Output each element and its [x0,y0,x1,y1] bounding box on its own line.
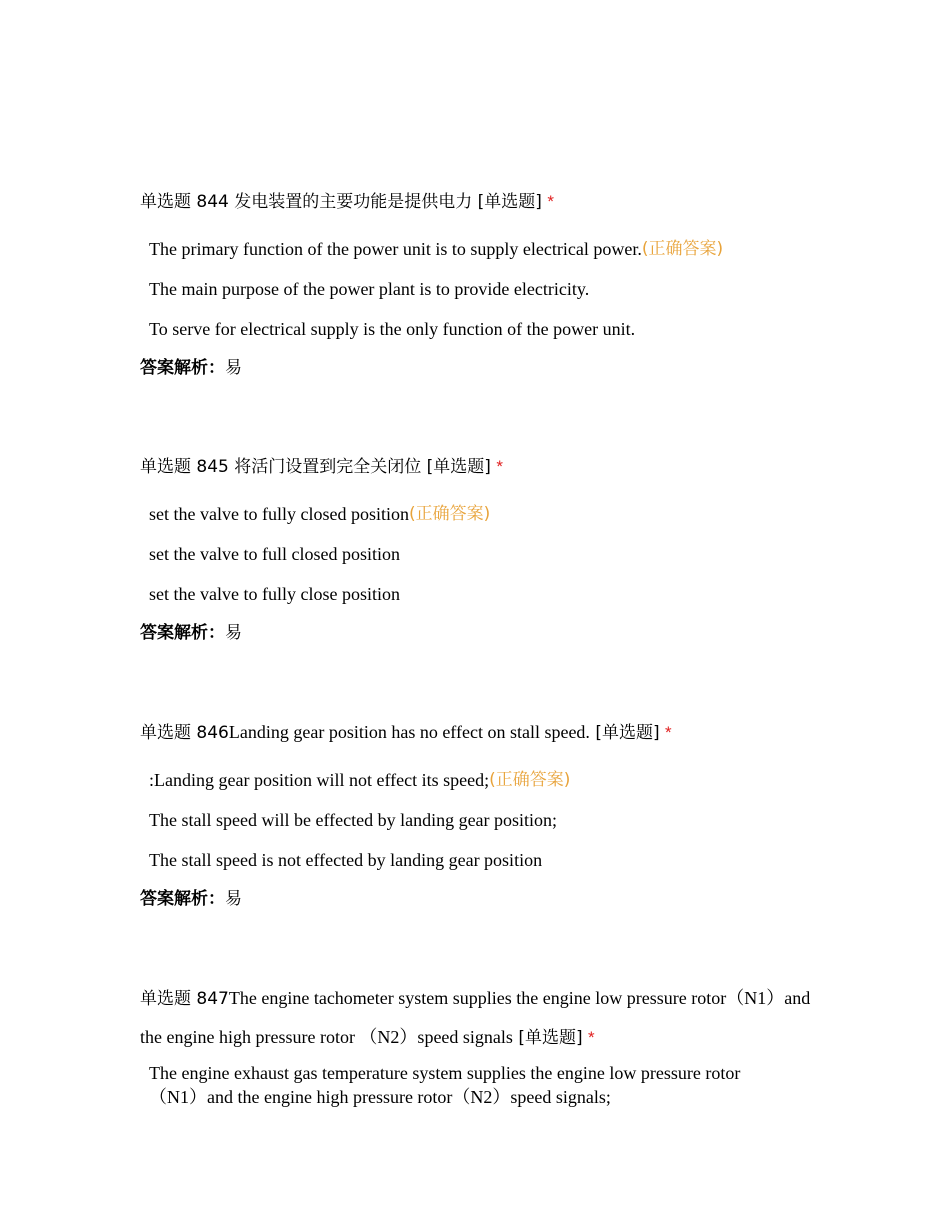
correct-answer-tag: (正确答案) [408,504,491,524]
question-stem: 将活门设置到完全关闭位 [234,457,422,477]
option-text: To serve for electrical supply is the only function of the power unit. [149,319,636,339]
question-prefix: 单选题 845 [140,457,235,477]
option-text: The stall speed is not effected by landing gear position [149,850,543,870]
question-stem: 发电装置的主要功能是提供电力 [234,192,473,212]
option-text: set the valve to fully close position [149,584,400,604]
question-845 [140,447,820,652]
question-type-tag: [单选题] [589,723,666,743]
option-text: :Landing gear position will not effect its speed; [149,770,490,790]
question-type-tag: [单选题] [472,192,548,212]
option-text: set the valve to full closed position [149,544,400,564]
option-text: set the valve to fully closed position [149,504,409,524]
option-item[interactable] [140,800,820,840]
question-prefix: 单选题 847 [140,989,229,1009]
question-846 [140,713,820,918]
analysis-value: 易 [225,889,242,909]
answer-analysis [140,614,820,652]
question-prefix: 单选题 846 [140,723,229,743]
question-title [140,979,820,1057]
option-item[interactable] [140,269,820,309]
option-item[interactable] [140,840,820,880]
question-stem: The engine tachometer system supplies the engine low pressure rotor（N1）and the engine high pressure rotor （N2）speed signals [140,988,811,1047]
question-847 [140,979,820,1109]
answer-analysis [140,880,820,918]
option-item[interactable] [140,309,820,349]
question-title [140,182,820,221]
analysis-label: 答案解析： [140,889,225,909]
option-list [140,1061,820,1109]
question-type-tag: [单选题] [512,1028,588,1048]
option-list [140,494,820,614]
option-list [140,760,820,880]
option-item[interactable] [140,760,820,800]
option-item[interactable] [140,534,820,574]
required-mark: * [496,457,503,476]
question-stem: Landing gear position has no effect on stall speed. [228,722,590,742]
correct-answer-tag: (正确答案) [489,770,571,790]
question-title [140,713,820,752]
option-item[interactable] [140,1061,820,1109]
question-title [140,447,820,486]
correct-answer-tag: (正确答案) [641,239,724,259]
question-844 [140,182,820,387]
analysis-value: 易 [225,358,242,378]
question-prefix: 单选题 844 [140,192,235,212]
analysis-label: 答案解析： [140,358,225,378]
required-mark: * [588,1028,595,1047]
option-text: The engine exhaust gas temperature system supplies the engine low pressure rotor（N1）and the engine high pressure rotor（N2）speed signals; [149,1063,741,1107]
option-item[interactable] [140,494,820,534]
required-mark: * [547,192,554,211]
analysis-label: 答案解析： [140,623,225,643]
question-type-tag: [单选题] [421,457,497,477]
required-mark: * [665,723,672,742]
option-list [140,229,820,349]
option-text: The main purpose of the power plant is to provide electricity. [149,279,590,299]
analysis-value: 易 [225,623,242,643]
option-item[interactable] [140,574,820,614]
option-text: The stall speed will be effected by landing gear position; [149,810,558,830]
option-item[interactable] [140,229,820,269]
option-text: The primary function of the power unit is to supply electrical power. [149,239,642,259]
answer-analysis [140,349,820,387]
